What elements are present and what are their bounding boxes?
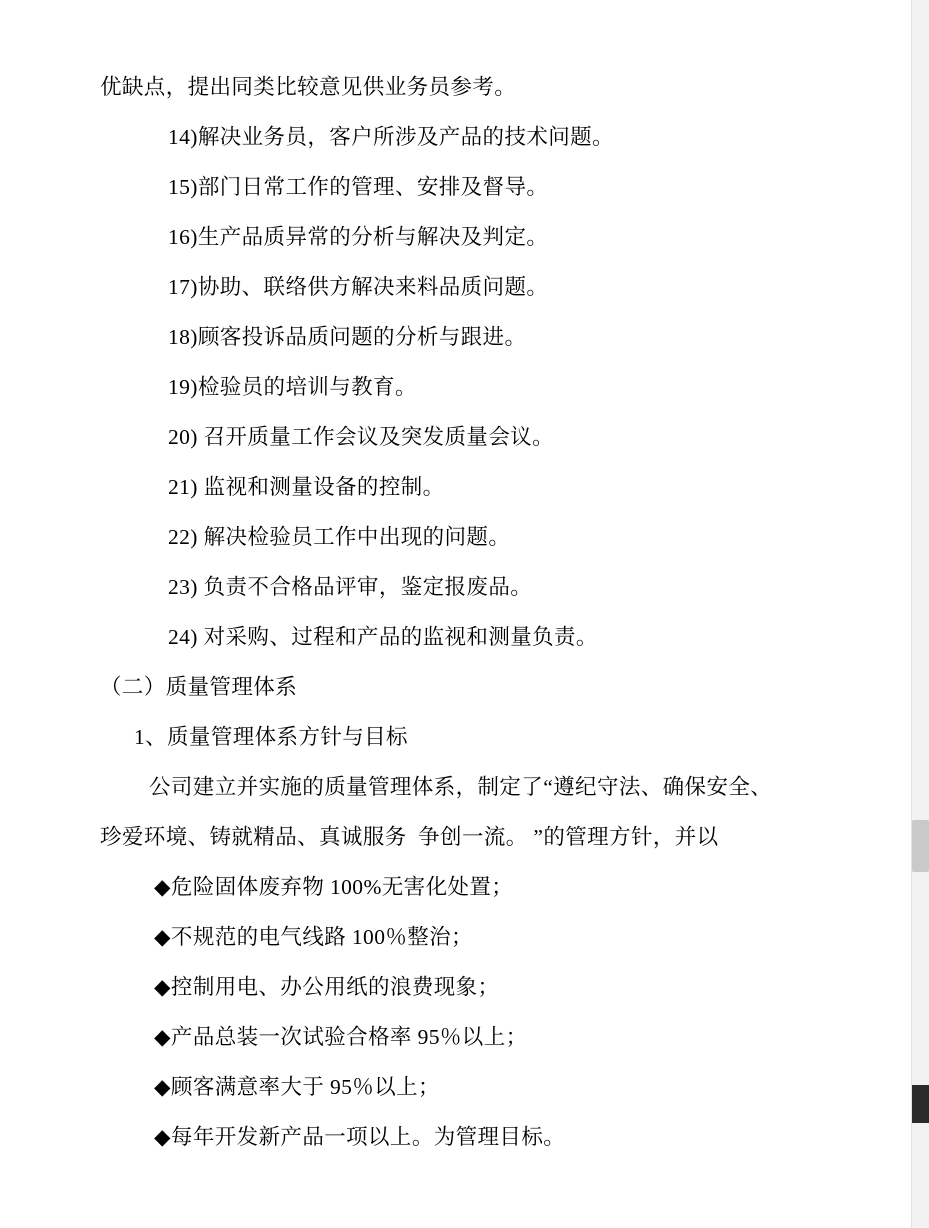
paragraph-continuation: 优缺点，提出同类比较意见供业务员参考。 [100, 75, 517, 99]
body-paragraph-line: 公司建立并实施的质量管理体系，制定了“遵纪守法、确保安全、 [149, 775, 773, 799]
scrollbar-thumb-secondary[interactable] [912, 1085, 929, 1123]
list-item: 21) 监视和测量设备的控制。 [168, 475, 445, 499]
subsection-heading: 1、质量管理体系方针与目标 [134, 725, 408, 749]
bullet-item: ◆产品总装一次试验合格率 95％以上； [154, 1025, 528, 1049]
list-item: 22) 解决检验员工作中出现的问题。 [168, 525, 511, 549]
bullet-item: ◆顾客满意率大于 95％以上； [154, 1075, 440, 1099]
list-item: 24) 对采购、过程和产品的监视和测量负责。 [168, 625, 598, 649]
list-item: 14)解决业务员，客户所涉及产品的技术问题。 [168, 125, 614, 149]
bullet-item: ◆控制用电、办公用纸的浪费现象； [154, 975, 500, 999]
list-item: 15)部门日常工作的管理、安排及督导。 [168, 175, 549, 199]
list-item: 19)检验员的培训与教育。 [168, 375, 417, 399]
document-text-column [100, 0, 806, 1162]
bullet-item: ◆危险固体废弃物 100%无害化处置； [154, 875, 514, 899]
list-item: 18)顾客投诉品质问题的分析与跟进。 [168, 325, 527, 349]
section-heading: （二）质量管理体系 [100, 675, 298, 699]
bullet-item: ◆不规范的电气线路 100％整治； [154, 925, 473, 949]
list-item: 23) 负责不合格品评审，鉴定报废品。 [168, 575, 533, 599]
list-item: 20) 召开质量工作会议及突发质量会议。 [168, 425, 555, 449]
list-item: 17)协助、联络供方解决来料品质问题。 [168, 275, 549, 299]
scrollbar-thumb[interactable] [912, 820, 929, 872]
body-paragraph-line: 珍爱环境、铸就精品、真诚服务 争创一流。 ”的管理方针，并以 [100, 825, 719, 849]
vertical-scrollbar[interactable] [911, 0, 929, 1228]
bullet-item: ◆每年开发新产品一项以上。为管理目标。 [154, 1125, 566, 1149]
list-item: 16)生产品质异常的分析与解决及判定。 [168, 225, 549, 249]
